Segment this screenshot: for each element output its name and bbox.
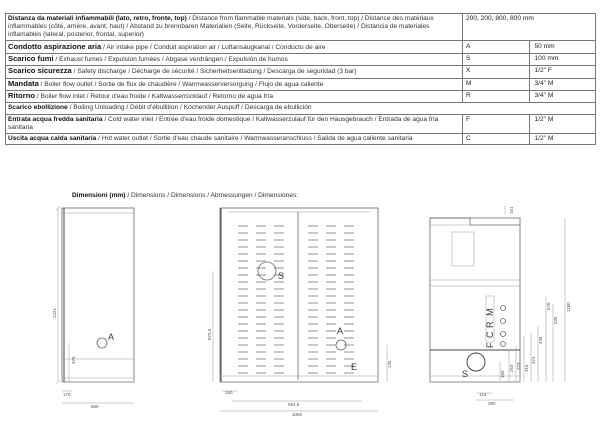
fitting-label-r: R: [485, 321, 495, 328]
spec-value: 1/2" M: [529, 114, 596, 133]
specification-table: [5, 13, 596, 145]
spec-label: Scarico fumi: [8, 53, 54, 63]
side-depth-dim: 569: [91, 404, 99, 409]
spec-value: 3/4" M: [529, 90, 596, 102]
spec-value: 1/2" M: [529, 134, 596, 145]
front-width-dim: 1069: [292, 412, 303, 417]
fitting-label-f: F: [485, 342, 495, 348]
front-label-e: E: [351, 362, 358, 372]
spec-description: / Air intake pipe / Conduit aspiration air / Luftansaugkanal / Conducto de aire: [101, 43, 326, 51]
spec-row-cold-water-inlet: [6, 114, 596, 133]
spec-code: A: [463, 41, 530, 53]
spec-label: Mandata: [8, 78, 39, 88]
spec-description: / Safety discharge / Décharge de sécurité / Sicherheitsentladung / Descarga de seguridad (3 bar): [71, 68, 357, 76]
spec-row-flow-outlet: [6, 78, 596, 90]
spec-value: 100 mm: [529, 53, 596, 65]
front-view-drawing: [207, 208, 392, 417]
spec-label: Ritorno: [8, 91, 35, 101]
spec-description: / Boiling Unloading / Débit d'ébullition / Kochender Auspuff / Descarga de ebullición: [67, 104, 312, 112]
spec-description: / Boiler flow outlet / Sortie de flux de chaudière / Warmwasserversorgung / Flujo de agua caliente: [38, 80, 324, 88]
front-exhaust-circle: [258, 262, 276, 280]
back-b1-dim: 116: [479, 392, 487, 397]
spec-row-flow-inlet: [6, 90, 596, 102]
spec-value: 50 mm: [529, 41, 596, 53]
front-inner-width-dim: 954.5: [288, 402, 300, 407]
side-label-a: A: [108, 332, 115, 342]
spec-description: / Boiler flow inlet / Retour d'eau froide / Kaltwasserrücklauf / Retorno de agua fría: [35, 93, 274, 101]
side-a-height-dim: 376: [71, 356, 76, 364]
back-b2-dim: 380: [488, 401, 496, 406]
spec-row-exhaust: [6, 53, 596, 65]
back-h4-dim: 374: [531, 356, 536, 364]
spec-row-safety-discharge: [6, 66, 596, 78]
front-e-height-dim: 126: [387, 360, 392, 368]
back-view-drawing: [430, 206, 571, 406]
spec-description: / Hot water outlet / Sortie d'eau chaude sanitaire / Warmwasseranschluss / Salida de agua caliente sanitaria: [96, 135, 413, 143]
back-top-offset-dim: 161: [509, 206, 514, 214]
spec-value: 3/4" M: [529, 78, 596, 90]
back-fittings: [485, 296, 506, 348]
front-height-dim: 873.5: [207, 328, 212, 340]
back-h1-dim: 576: [546, 302, 551, 310]
spec-row-boiling-unloading: [6, 103, 596, 114]
front-label-s: S: [278, 271, 285, 281]
spec-label: Scarico sicurezza: [8, 66, 72, 76]
back-h2-dim: 525: [553, 316, 558, 324]
spec-label: Uscita acqua calda sanitaria: [8, 135, 97, 143]
fitting-label-c: C: [485, 331, 495, 338]
spec-value: 200, 200, 800, 800 mm: [463, 14, 596, 41]
spec-description: / Cold water inlet / Entrée d'eau froide domestique / Kaltwasserzulauf für den Hausgebrauch / Entrada de agua fría sanitaria: [8, 115, 439, 131]
back-h6-dim: 273: [516, 362, 521, 370]
spec-label: Entrata acqua fredda sanitaria: [8, 115, 103, 123]
back-h3-dim: 436: [538, 336, 543, 344]
air-intake-circle: [97, 338, 107, 348]
side-view-drawing: [52, 206, 134, 409]
spec-value: 1/2" F: [529, 66, 596, 78]
spec-row-air-intake: [6, 41, 596, 53]
front-ventilation-louvres: [238, 226, 354, 373]
spec-code: C: [463, 134, 530, 145]
technical-drawings: [0, 200, 600, 448]
spec-label: Distanza da materiali infiammabili (lato, retro, fronte, top): [8, 15, 187, 23]
dimensions-title-bold: Dimensioni (mm): [72, 192, 126, 199]
spec-row-hot-water-outlet: [6, 134, 596, 145]
back-label-s: S: [462, 369, 469, 379]
back-height-dim: 1180: [566, 302, 571, 312]
dimensions-title-rest: / Dimensions / Dimensions / Abmessungen / Dimensiones:: [125, 192, 299, 199]
spec-code: X: [463, 66, 530, 78]
spec-description: / Exhaust fumes / Expulsion fumées / Abgase verdrängen / Expulsión de humos: [53, 55, 288, 63]
front-left-offset-dim: 150: [225, 390, 233, 395]
back-exhaust-circle: [467, 353, 485, 371]
dimensions-title: [72, 192, 298, 199]
spec-label: Scarico ebollizione: [8, 104, 68, 112]
spec-row-clearance: [6, 14, 596, 41]
back-h8-dim: 160: [500, 370, 505, 378]
spec-code: M: [463, 78, 530, 90]
side-height-dim: 1221: [52, 307, 57, 318]
back-h5-dim: 316: [524, 364, 529, 372]
back-h7-dim: 253: [509, 364, 514, 372]
side-a-offset-dim: 170: [63, 392, 71, 397]
spec-label: Condotto aspirazione aria: [8, 41, 102, 51]
spec-code: F: [463, 114, 530, 133]
fitting-label-m: M: [485, 308, 495, 316]
spec-code: S: [463, 53, 530, 65]
spec-description: / Distance from flammable materials (side, back, front, top) / Distance des matériaux inflammables (côté, arrière, avant, haut) / Abstand zu brennbaren Materialien (Seite, Rückseite, Vorderseite, Oberseite) / Distancia de materiales inflamables (lateral, posterior, frontal, superior): [8, 15, 434, 39]
spec-code: R: [463, 90, 530, 102]
front-label-a: A: [337, 326, 344, 336]
